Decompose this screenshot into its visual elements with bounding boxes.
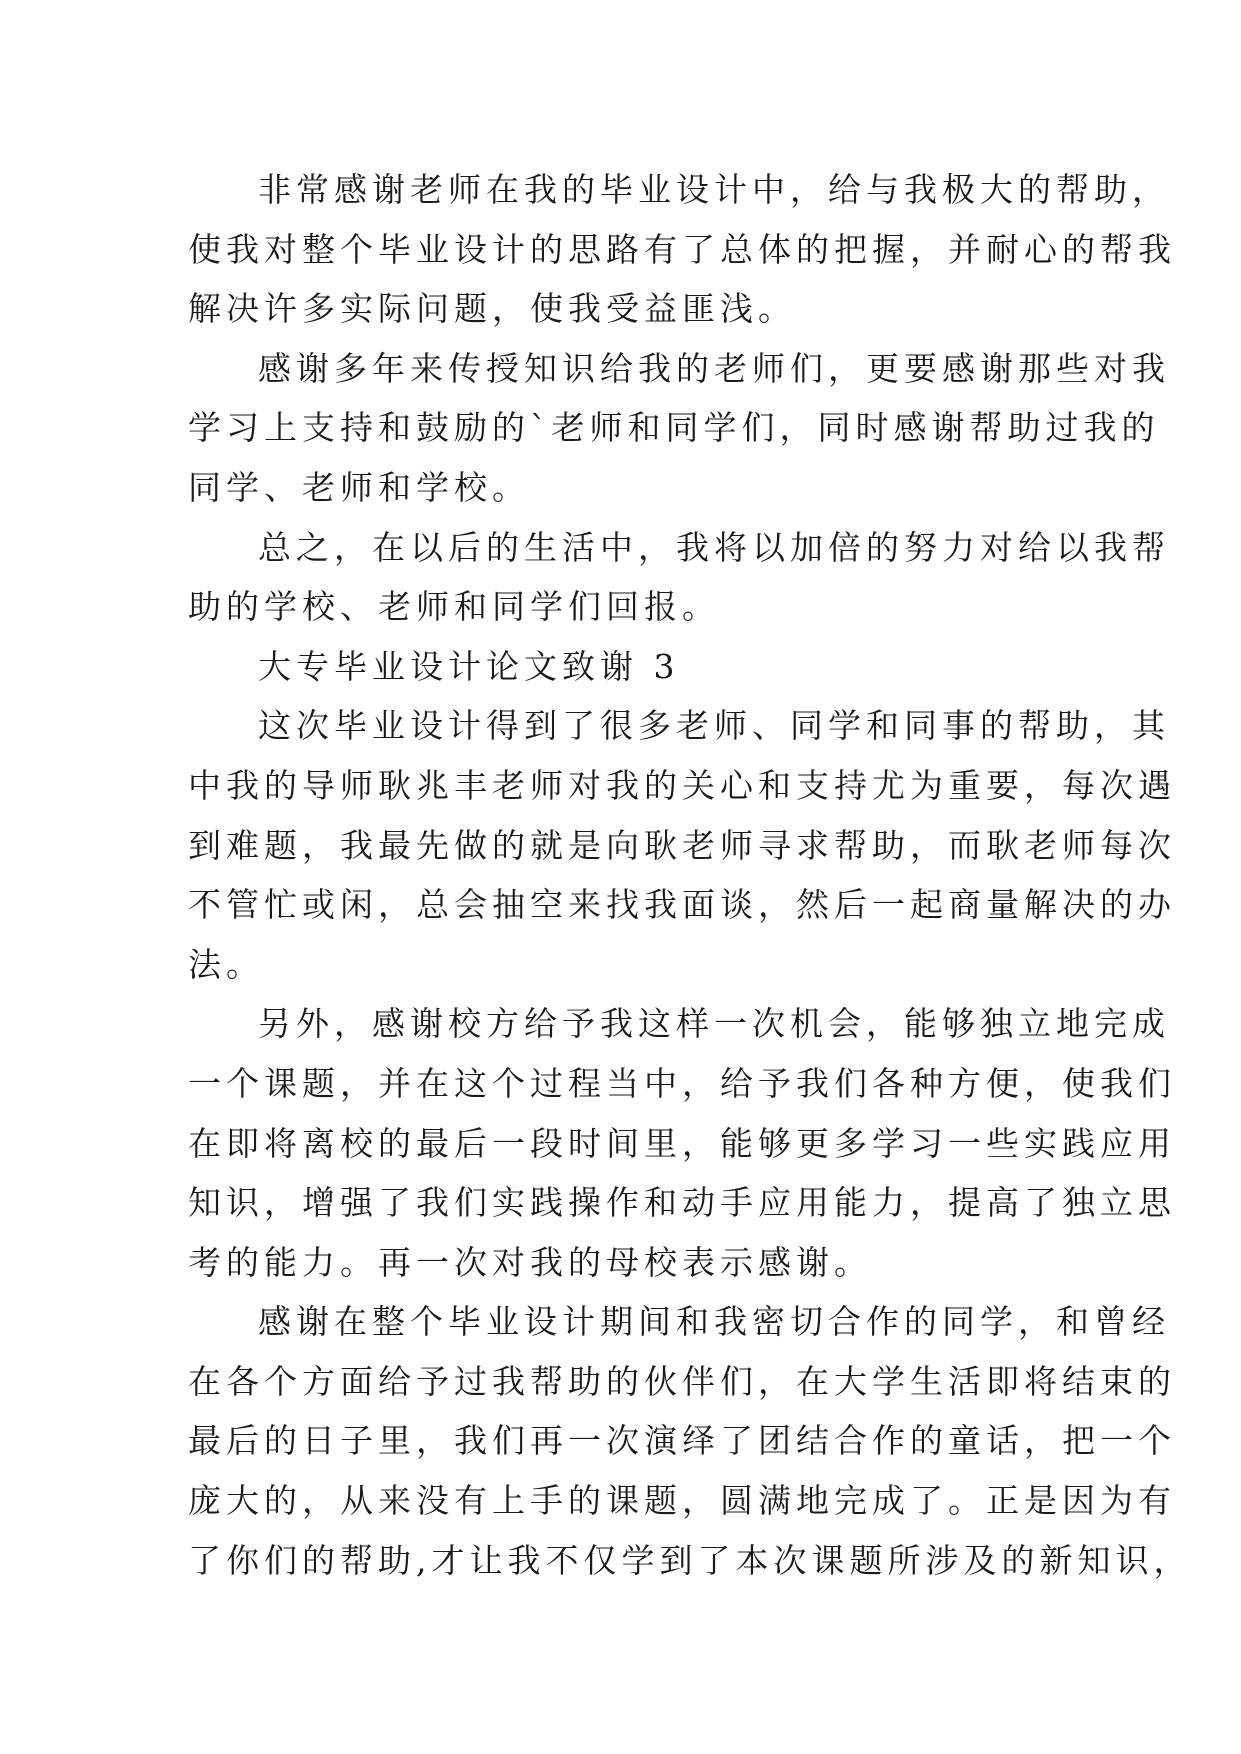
- text-line: 使我对整个毕业设计的思路有了总体的把握，并耐心的帮我: [188, 229, 1176, 269]
- text-line: 助的学校、老师和同学们回报。: [188, 587, 720, 627]
- text-line: 感谢多年来传授知识给我的老师们，更要感谢那些对我: [258, 348, 1170, 388]
- paragraph-thanks-advisor: [188, 160, 1176, 339]
- text-line: 总之，在以后的生活中，我将以加倍的努力对给以我帮: [258, 527, 1170, 567]
- text-line: 中我的导师耿兆丰老师对我的关心和支持尤为重要，每次遇: [188, 765, 1176, 805]
- text-line: 感谢在整个毕业设计期间和我密切合作的同学，和曾经: [258, 1302, 1170, 1342]
- paragraph-advisor-help: [188, 696, 1176, 994]
- paragraph-conclusion: [188, 518, 1170, 637]
- section-heading: [188, 637, 1058, 697]
- paragraph-thanks-school: [188, 994, 1176, 1292]
- text-line: 另外，感谢校方给予我这样一次机会，能够独立地完成: [258, 1004, 1170, 1044]
- text-line: 最后的日子里，我们再一次演绎了团结合作的童话，把一个: [188, 1421, 1176, 1461]
- text-line: 这次毕业设计得到了很多老师、同学和同事的帮助，其: [258, 706, 1170, 746]
- text-line: 在各个方面给予过我帮助的伙伴们，在大学生活即将结束的: [188, 1361, 1176, 1401]
- text-line: 在即将离校的最后一段时间里，能够更多学习一些实践应用: [188, 1123, 1176, 1163]
- section-title: 大专毕业设计论文致谢 3: [258, 646, 680, 686]
- text-line: 考的能力。再一次对我的母校表示感谢。: [188, 1242, 872, 1282]
- text-line: 了你们的帮助,才让我不仅学到了本次课题所涉及的新知识，: [188, 1540, 1192, 1580]
- text-line: 同学、老师和学校。: [188, 467, 530, 507]
- text-line: 一个课题，并在这个过程当中，给予我们各种方便，使我们: [188, 1063, 1176, 1103]
- text-line: 学习上支持和鼓励的`老师和同学们，同时感谢帮助过我的: [188, 408, 1160, 448]
- text-line: 不管忙或闲，总会抽空来找我面谈，然后一起商量解决的办: [188, 885, 1176, 925]
- text-line: 法。: [188, 944, 264, 984]
- document-body: [188, 160, 1192, 1590]
- text-line: 到难题，我最先做的就是向耿老师寻求帮助，而耿老师每次: [188, 825, 1176, 865]
- text-line: 知识，增强了我们实践操作和动手应用能力，提高了独立思: [188, 1183, 1176, 1223]
- text-line: 解决许多实际问题，使我受益匪浅。: [188, 289, 796, 329]
- text-line: 非常感谢老师在我的毕业设计中，给与我极大的帮助，: [258, 170, 1170, 209]
- paragraph-thanks-teachers: [188, 339, 1170, 518]
- paragraph-thanks-classmates: [188, 1292, 1192, 1590]
- text-line: 庞大的，从来没有上手的课题，圆满地完成了。正是因为有: [188, 1481, 1176, 1521]
